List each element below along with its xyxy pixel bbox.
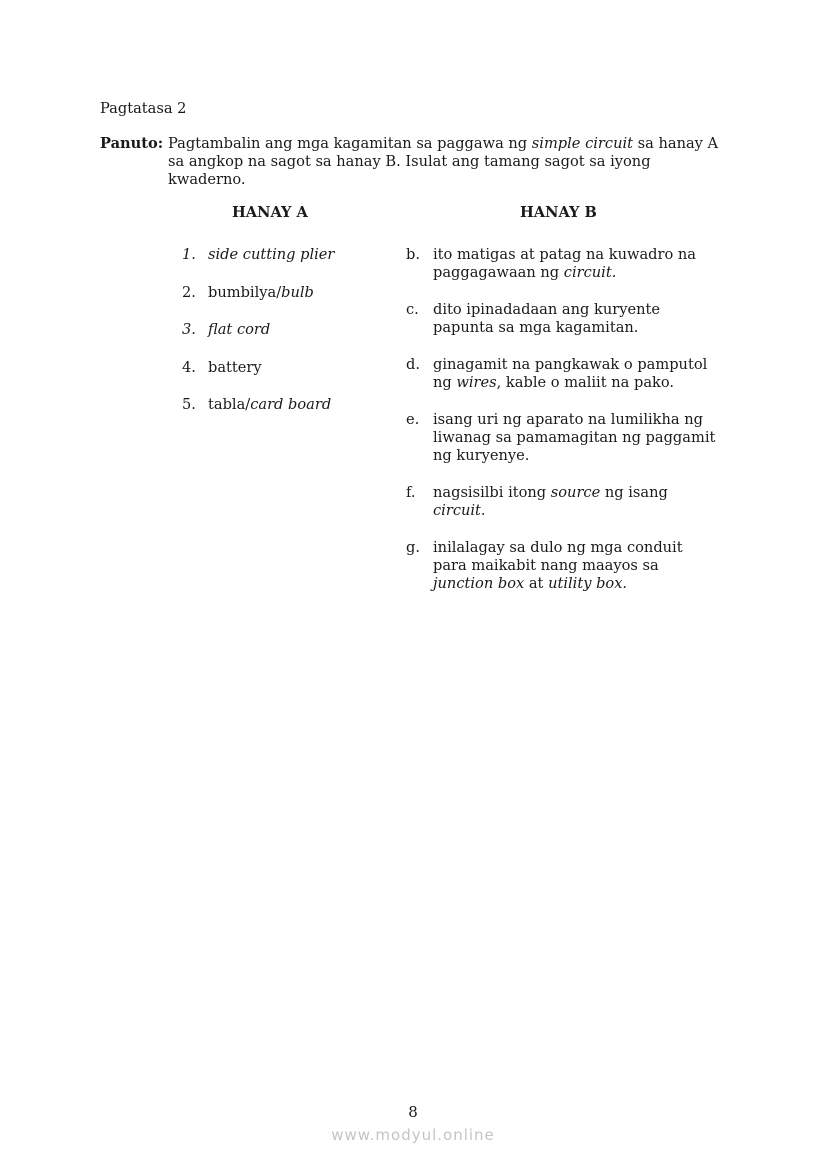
watermark: www.modyul.online — [331, 1126, 495, 1144]
list-item: 2. bumbilya/bulb — [182, 283, 314, 301]
list-item: 5. tabla/card board — [182, 396, 332, 413]
list-item: c. dito ipinadadaan ang kuryente papunta sa mga kagamitan. — [406, 301, 660, 336]
list-item: e. isang uri ng aparato na lumilikha ng liwanag sa pamamagitan ng paggamit ng kuryenye. — [406, 411, 716, 464]
instructions-label: Panuto: — [100, 135, 164, 152]
page-number: 8 — [408, 1103, 418, 1121]
section-title: Pagtatasa 2 — [100, 100, 187, 117]
column-a-list — [182, 246, 334, 434]
instructions — [100, 135, 740, 189]
list-item: g. inilalagay sa dulo ng mga conduit para maikabit nang maayos sa junction box at utility box. — [406, 539, 683, 592]
column-a-heading: HANAY A — [232, 204, 308, 221]
list-item: d. ginagamit na pangkawak o pamputol ng wires, kable o maliit na pako. — [406, 356, 708, 391]
instructions-text: Pagtambalin ang mga kagamitan sa paggawa ng simple circuit sa hanay A sa angkop na sagot sa hanay B. Isulat ang tamang sagot sa iyong kwaderno. — [168, 135, 719, 188]
column-b-heading: HANAY B — [520, 204, 597, 221]
list-item: f. nagsisilbi itong source ng isang circuit. — [406, 484, 668, 519]
list-item: 3. flat cord — [182, 321, 271, 338]
list-item: 1. side cutting plier — [182, 246, 335, 263]
column-b-list — [406, 246, 726, 612]
list-item: 4. battery — [182, 358, 262, 376]
list-item: b. ito matigas at patag na kuwadro na paggagawaan ng circuit. — [406, 246, 697, 281]
